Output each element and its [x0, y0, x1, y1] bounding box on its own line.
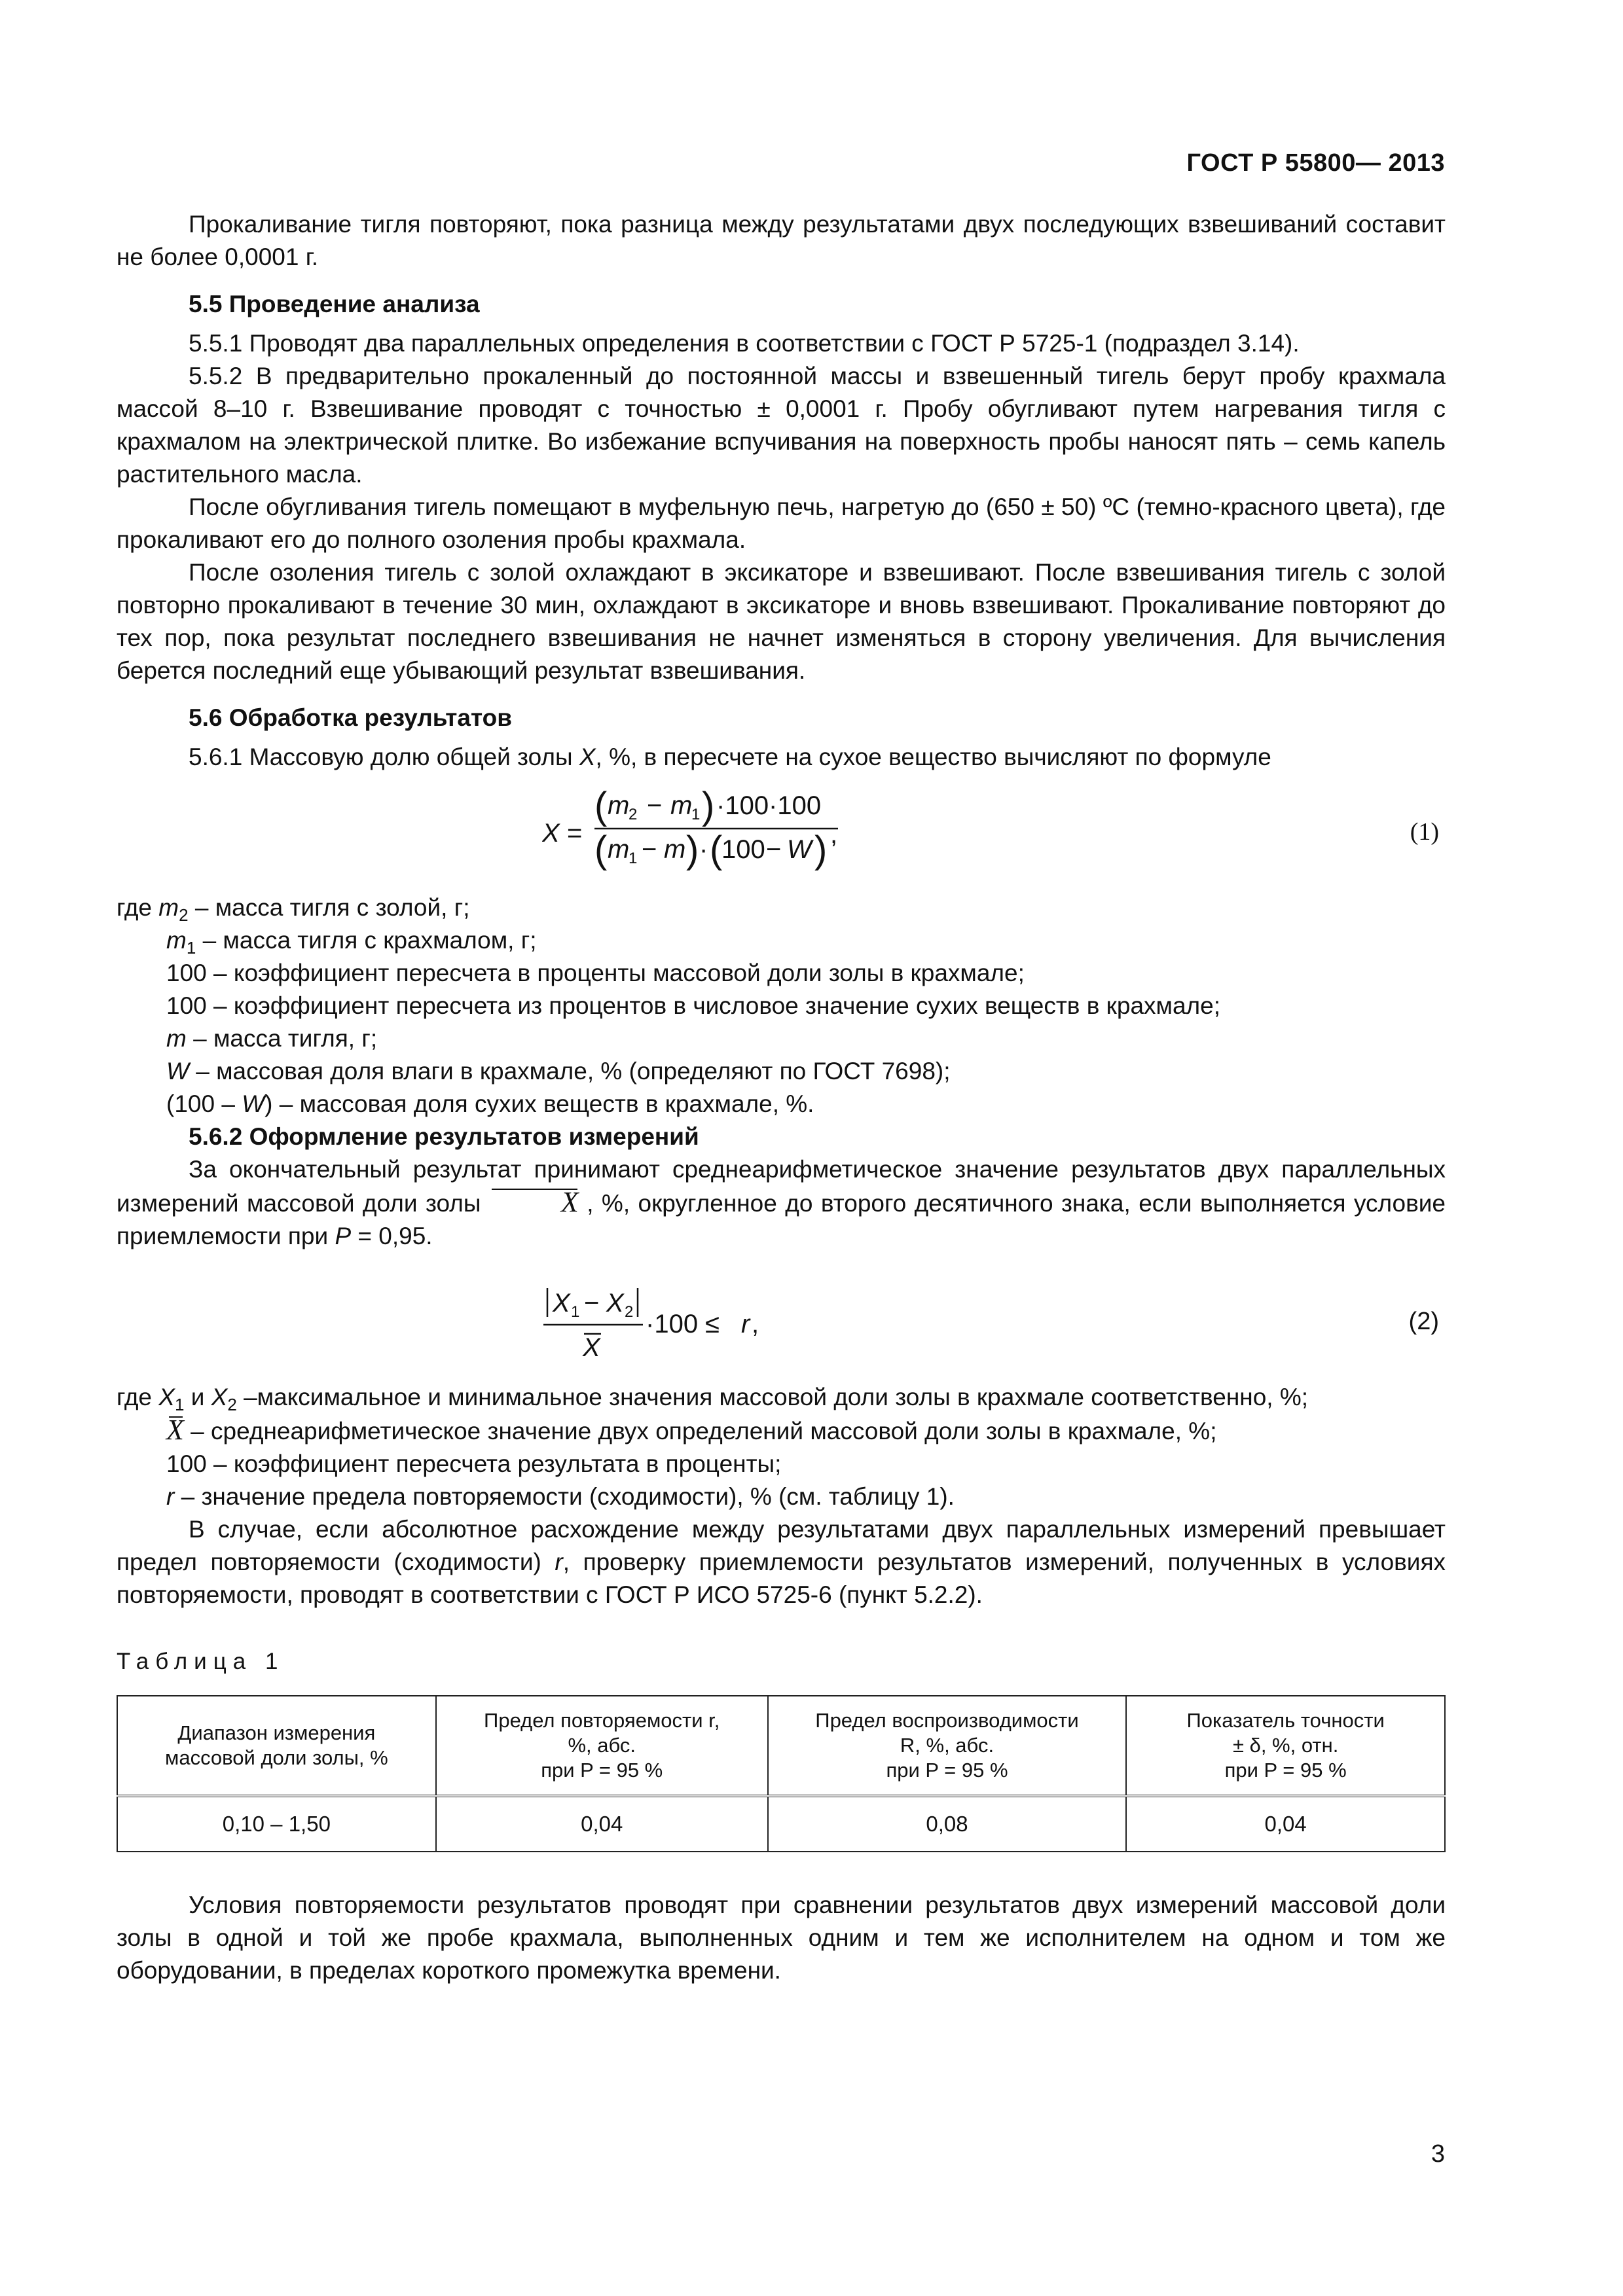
- eq1-den-m1-sub: 1: [629, 850, 638, 867]
- where-item: [117, 1088, 1446, 1121]
- where-item: [117, 1414, 1446, 1448]
- eq1-den-minus: −: [642, 835, 657, 864]
- text-span: ) – массовая доля сухих веществ в крахмале, %.: [264, 1090, 814, 1117]
- section-5-5-title: 5.5 Проведение анализа: [189, 291, 480, 317]
- text-span: где: [117, 894, 159, 921]
- eq1-paren: (: [594, 785, 608, 827]
- variable-p: P: [335, 1223, 352, 1249]
- eq1-den-w: W: [787, 835, 812, 864]
- eq1-den-100: 100: [721, 835, 765, 864]
- variable: m: [166, 1025, 187, 1052]
- variable-x-bar: X: [166, 1414, 184, 1446]
- section-5-6-title: 5.6 Обработка результатов: [189, 704, 512, 731]
- variable-r: r: [555, 1549, 563, 1575]
- header-line: при P = 95 %: [1224, 1759, 1347, 1782]
- header-line: при P = 95 %: [886, 1759, 1008, 1782]
- variable: r: [166, 1483, 175, 1510]
- variable: m: [158, 894, 179, 921]
- header-line: Предел воспроизводимости: [815, 1709, 1079, 1732]
- where-item: [117, 891, 1446, 924]
- closing-paragraph: Условия повторяемости результатов проводят при сравнении результатов двух измерений массовой доли золы в одной и той же пробе крахмала, выполненных одним и тем же исполнителем на одном и том же оборудовании, в пределах короткого промежутка времени.: [117, 1892, 1446, 1984]
- paragraph-5-6-2: [117, 1153, 1446, 1253]
- eq2-r: r: [741, 1310, 750, 1338]
- eq1-num-m2: m: [608, 791, 630, 820]
- table-cell: 0,04: [436, 1796, 768, 1852]
- text-span: где: [117, 1384, 159, 1410]
- where-item: 100 – коэффициент пересчета в проценты массовой доли золы в крахмале;: [166, 960, 1025, 986]
- paragraph-5-5-2: 5.5.2 В предварительно прокаленный до постоянной массы и взвешенный тигель берут пробу крахмала массой 8–10 г. Взвешивание проводят с точностью ± 0,0001 г. Пробу обугливают путем нагревания тигля с крахмалом на электрической плитке. Во избежание вспучивания на поверхность пробы наносят пять – семь капель растительного масла.: [117, 363, 1446, 488]
- text-span: – среднеарифметическое значение двух определений массовой доли золы в крахмале, %;: [183, 1418, 1217, 1444]
- table-header-cell: [117, 1696, 436, 1796]
- variable-x-bar: X: [489, 1186, 579, 1219]
- variable: X: [158, 1384, 175, 1410]
- header-line: Показатель точности: [1186, 1709, 1385, 1732]
- table-caption: Таблица 1: [117, 1649, 285, 1674]
- text-span: и: [184, 1384, 211, 1410]
- subscript: 2: [227, 1395, 237, 1414]
- where-item: [117, 1480, 1446, 1513]
- eq1-num-m1: m: [670, 791, 693, 820]
- formula-1-graphic: [542, 783, 909, 881]
- equation-number-2: (2): [1408, 1308, 1439, 1335]
- eq1-paren: (: [710, 829, 723, 871]
- paragraph-discrepancy: [117, 1513, 1446, 1611]
- eq1-paren: ): [702, 785, 715, 827]
- eq1-num-minus: −: [647, 791, 663, 820]
- subscript: 1: [174, 1395, 185, 1414]
- header-line: при P = 95 %: [541, 1759, 663, 1782]
- text-span: , %, округленное до второго десятичного знака, если выполняется условие приемлемости при: [117, 1190, 1446, 1249]
- spacer: [117, 1852, 1446, 1889]
- variable: X: [211, 1384, 228, 1410]
- table-cell: 0,08: [768, 1796, 1127, 1852]
- text-span: = 0,95.: [351, 1223, 433, 1249]
- document-header: ГОСТ Р 55800— 2013: [1186, 149, 1445, 177]
- eq2-x2-sub: 2: [625, 1303, 634, 1321]
- where-list-2: [117, 1381, 1446, 1513]
- eq1-den-minus2: −: [766, 835, 782, 864]
- eq1-den-dot: ·: [699, 835, 708, 864]
- text-span: – масса тигля с золой, г;: [188, 894, 470, 921]
- text-span: – масса тигля с крахмалом, г;: [196, 927, 537, 954]
- header-line: массовой доли золы, %: [165, 1746, 388, 1769]
- text-span: – значение предела повторяемости (сходимости), % (см. таблицу 1).: [174, 1483, 955, 1510]
- paragraph-5-6-1: [117, 741, 1446, 774]
- header-line: %, абс.: [568, 1734, 636, 1757]
- where-list-1: [117, 891, 1446, 1121]
- where-item: 100 – коэффициент пересчета из процентов в числовое значение сухих веществ в крахмале;: [166, 992, 1220, 1019]
- equation-number-1: (1): [1410, 818, 1439, 846]
- where-item: 100 – коэффициент пересчета результата в проценты;: [166, 1450, 782, 1477]
- table-cell: 0,04: [1126, 1796, 1445, 1852]
- text-span: (100 –: [166, 1090, 242, 1117]
- table-header-cell: [436, 1696, 768, 1796]
- header-line: ± δ, %, отн.: [1232, 1734, 1339, 1757]
- eq1-num-m1-sub: 1: [691, 806, 701, 823]
- paragraph-ashing: После озоления тигель с золой охлаждают в эксикаторе и взвешивают. После взвешивания тигель с золой повторно прокаливают в течение 30 мин, охлаждают в эксикаторе и вновь взвешивают. Прокаливание повторяют до тех пор, пока результат последнего взвешивания не начнет изменяться в сторону увеличения. Для вычисления берется последний еще убывающий результат взвешивания.: [117, 559, 1446, 684]
- variable: W: [166, 1058, 189, 1085]
- paragraph-charring: После обугливания тигель помещают в муфельную печь, нагретую до (650 ± 50) ºС (темно-красного цвета), где прокаливают его до полного озоления пробы крахмала.: [117, 493, 1446, 553]
- table-cell: 0,10 – 1,50: [117, 1796, 436, 1852]
- document-body: [117, 208, 1446, 1987]
- where-item: [117, 924, 1446, 957]
- subscript: 1: [186, 938, 196, 958]
- subscript: 2: [179, 905, 189, 925]
- table-header-cell: [768, 1696, 1127, 1796]
- eq2-x1: X: [553, 1289, 570, 1318]
- eq2-xbar: X: [583, 1333, 600, 1362]
- eq1-num-m2-sub: 2: [629, 806, 638, 823]
- variable: m: [166, 927, 187, 954]
- variable-x: X: [579, 744, 596, 770]
- formula-2: [117, 1279, 1446, 1371]
- formula-1: [117, 783, 1446, 881]
- header-line: R, %, абс.: [900, 1734, 994, 1757]
- text-span: , проверку приемлемости результатов измерений, полученных в условиях повторяемости, проводят в соответствии с ГОСТ Р ИСО 5725-6 (пункт 5.2.2).: [117, 1549, 1446, 1608]
- eq2-x1-sub: 1: [571, 1303, 580, 1321]
- section-5-6-2-title: 5.6.2 Оформление результатов измерений: [189, 1123, 699, 1150]
- variable: W: [242, 1090, 265, 1117]
- header-line: Диапазон измерения: [177, 1721, 376, 1744]
- text-span: В случае, если абсолютное расхождение между результатами двух параллельных измерений превышает предел повторяемости (сходимости): [117, 1516, 1446, 1575]
- eq1-lhs: X: [542, 819, 560, 848]
- eq1-num-tail: ·100·100: [716, 791, 822, 820]
- text-span: , %, в пересчете на сухое вещество вычисляют по формуле: [595, 744, 1271, 770]
- eq2-minus: −: [584, 1289, 600, 1318]
- header-line: Предел повторяемости r,: [484, 1709, 720, 1732]
- intro-paragraph: Прокаливание тигля повторяют, пока разница между результатами двух последующих взвешиваний составит не более 0,0001 г.: [117, 211, 1446, 270]
- text-span: – массовая доля влаги в крахмале, % (определяют по ГОСТ 7698);: [189, 1058, 951, 1085]
- eq2-tail: ·100 ≤: [646, 1310, 720, 1338]
- formula-2-graphic: [542, 1279, 778, 1364]
- eq1-den-m1: m: [608, 835, 630, 864]
- eq2-comma: ,: [752, 1310, 759, 1338]
- text-span: –максимальное и минимальное значения массовой доли золы в крахмале соответственно, %;: [236, 1384, 1309, 1410]
- where-item: [117, 1022, 1446, 1055]
- text-span: За окончательный результат принимают среднеарифметическое значение результатов двух параллельных измерений массовой доли золы: [117, 1156, 1446, 1217]
- eq1-den-m: m: [664, 835, 686, 864]
- eq1-paren: (: [594, 829, 608, 871]
- text-span: – масса тигля, г;: [186, 1025, 378, 1052]
- page-number: 3: [1431, 2140, 1445, 2168]
- text-span: 5.6.1 Массовую долю общей золы: [189, 744, 579, 770]
- eq1-comma: ,: [830, 820, 838, 849]
- eq1-paren: ): [686, 829, 699, 871]
- where-item: [117, 1055, 1446, 1088]
- eq2-x2: X: [606, 1289, 624, 1318]
- table-header-cell: [1126, 1696, 1445, 1796]
- table-row: [117, 1796, 1445, 1852]
- eq1-equals: =: [567, 819, 583, 848]
- table-header-row: [117, 1696, 1445, 1796]
- eq1-paren: ): [814, 829, 828, 871]
- paragraph-5-5-1: 5.5.1 Проводят два параллельных определения в соответствии с ГОСТ Р 5725-1 (подраздел 3.14).: [189, 330, 1300, 357]
- table-1: [117, 1695, 1446, 1852]
- where-item: [117, 1381, 1446, 1414]
